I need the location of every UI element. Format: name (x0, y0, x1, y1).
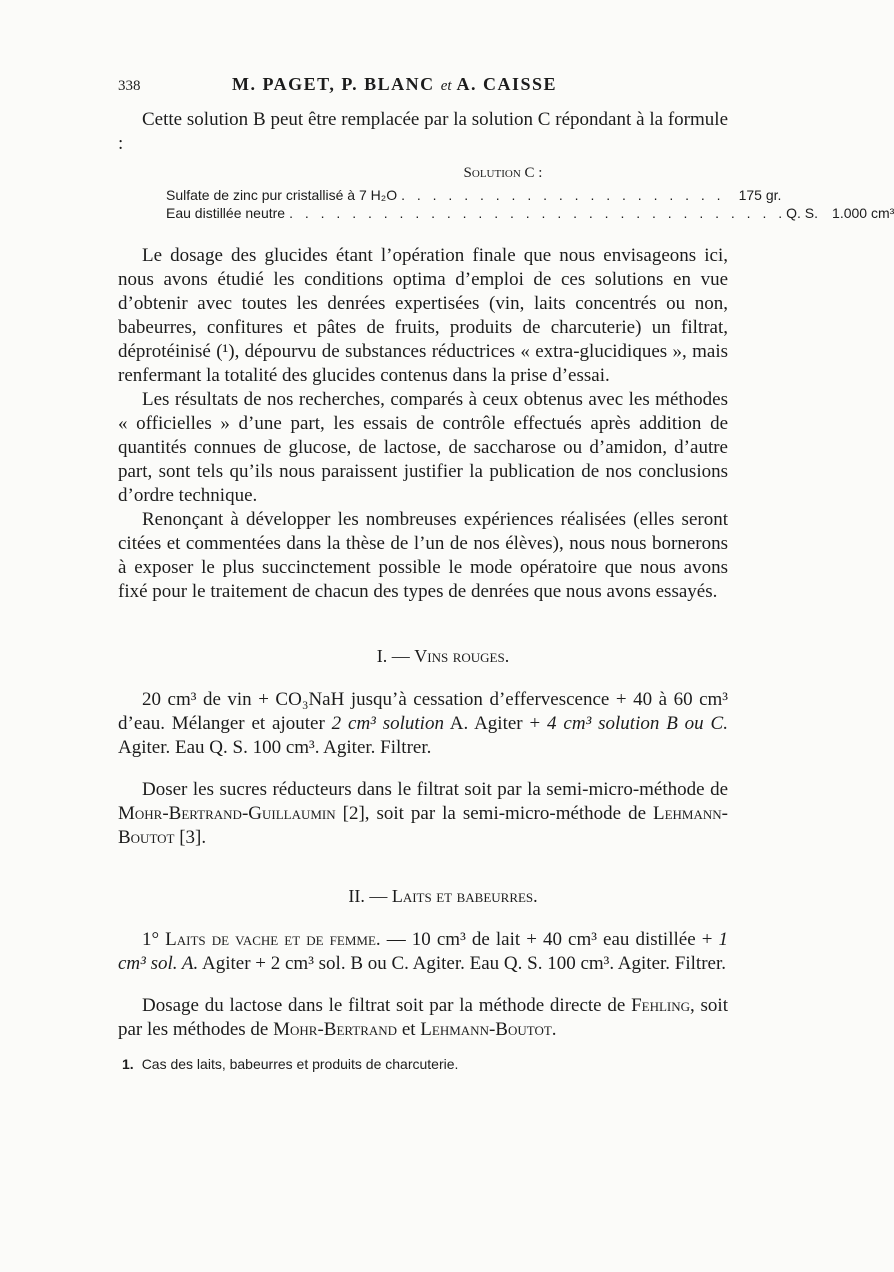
section-numeral: II. — (348, 886, 388, 906)
leader-dots: . . . . . . . . . . . . . . . . . . . . . . . . . . . . . . . . (289, 205, 787, 221)
text-run-italic: 1 cm³ sol. A. (118, 929, 728, 974)
solution-c-table (118, 186, 894, 222)
text-run: [3]. (174, 827, 207, 848)
text-run: Agiter. Eau Q. S. 100 cm³. Agiter. Filtrer. (118, 737, 432, 758)
text-run: 20 cm³ de vin + CO₃NaH jusqu’à cessation d’effervescence + 40 à 60 cm³ d’eau. Mélanger et ajouter (118, 689, 728, 734)
footnote-number: 1. (122, 1056, 134, 1072)
paragraph-laits-dosage (118, 994, 728, 1042)
intro-paragraph: Cette solution B peut être remplacée par la solution C répondant à la formule : (118, 109, 728, 154)
paragraph-resultats: Les résultats de nos recherches, comparés à ceux obtenus avec les méthodes « officielles » d’une part, les essais de contrôle effectués après addition de quantités connues de glucose, de lactose, de saccharose ou d’amidon, d’autre part, sont tels qu’ils nous paraissent justifier la publication de nos conclusions d’ordre technique. (118, 389, 728, 506)
text-run-italic: 2 cm³ solution (331, 713, 444, 734)
text-run: Doser les sucres réducteurs dans le filtrat soit par la semi-micro-méthode de (142, 779, 728, 800)
footnote-text: Cas des laits, babeurres et produits de charcuterie. (141, 1056, 459, 1072)
paragraph-renoncant: Renonçant à développer les nombreuses expériences réalisées (elles seront citées et commentées dans la thèse de l’un de nos élèves), nous nous bornerons à exposer le plus succinctement possible le mode opératoire que nous avons fixé pour le traitement de chacun des types de denrées que nous avons essayés. (118, 509, 728, 602)
text-run: A. Agiter + (443, 713, 548, 734)
author-name: Mohr-Bertrand (273, 1019, 398, 1040)
table-row (166, 186, 782, 204)
paragraph-laits-protocol (118, 928, 728, 976)
text-run: Agiter + 2 cm³ sol. B ou C. Agiter. Eau Q. S. 100 cm³. Agiter. Filtrer. (198, 953, 726, 974)
section-title: Vins rouges. (414, 646, 510, 666)
text-run: , soit par les méthodes de (118, 995, 728, 1040)
subsection-title: Laits de vache et de femme. (165, 929, 381, 950)
leader-dots: . . . . . . . . . . . . . . . . . . . . . (401, 187, 725, 203)
authors-last: A. CAISSE (456, 74, 558, 94)
text-run: . (551, 1019, 557, 1040)
ingredient-amount: 175 gr. (738, 187, 782, 203)
text-run: 1° (142, 929, 166, 950)
author-name: Mohr-Bertrand-Guillaumin (118, 803, 336, 824)
section-numeral: I. — (376, 646, 410, 666)
footnote (122, 1056, 728, 1072)
ingredient-name: Sulfate de zinc pur cristallisé à 7 H₂O (166, 187, 398, 203)
page-number: 338 (118, 78, 141, 94)
paragraph-vins-dosage (118, 778, 728, 850)
author-name: Lehmann-Boutot (118, 803, 728, 848)
document-page (118, 70, 894, 1072)
solution-c-title: Solution C : (463, 165, 543, 181)
authors-line (232, 74, 557, 95)
section-heading-laits (158, 884, 728, 908)
text-run: — 10 cm³ de lait + 40 cm³ eau distillée + (380, 929, 719, 950)
text-run: et (397, 1019, 421, 1040)
author-name: Lehmann-Boutot (420, 1019, 552, 1040)
authors-conjunction: et (440, 78, 452, 94)
ingredient-qs: Q. S. (786, 205, 819, 221)
text-run: [2], soit par la semi-micro-méthode de (335, 803, 653, 824)
paragraph-dosage: Le dosage des glucides étant l’opération finale que nous envisageons ici, nous avons étudié les conditions optima d’emploi de ces solutions en vue d’obtenir avec toutes les denrées expertisées (vin, laits concentrés ou non, babeurres, confitures et pâtes de fruits, produits de charcuterie) un filtrat, déprotéinisé (¹), dépourvu de substances réductrices « extra-glucidiques », mais renfermant la totalité des glucides contenus dans la prise d’essai. (118, 245, 728, 386)
text-run-italic: 4 cm³ solution B ou C. (547, 713, 728, 734)
ingredient-amount: 1.000 cm³ (832, 205, 894, 221)
text-run: Dosage du lactose dans le filtrat soit par la méthode directe de (142, 995, 632, 1016)
section-title: Laits et babeurres. (391, 886, 538, 906)
paragraph-vins-protocol (118, 688, 728, 760)
running-header (118, 70, 728, 100)
section-heading-vins (158, 644, 728, 668)
author-name: Fehling (631, 995, 691, 1016)
table-row (166, 204, 894, 222)
ingredient-name: Eau distillée neutre (166, 205, 286, 221)
authors-names: M. PAGET, P. BLANC (232, 74, 435, 94)
